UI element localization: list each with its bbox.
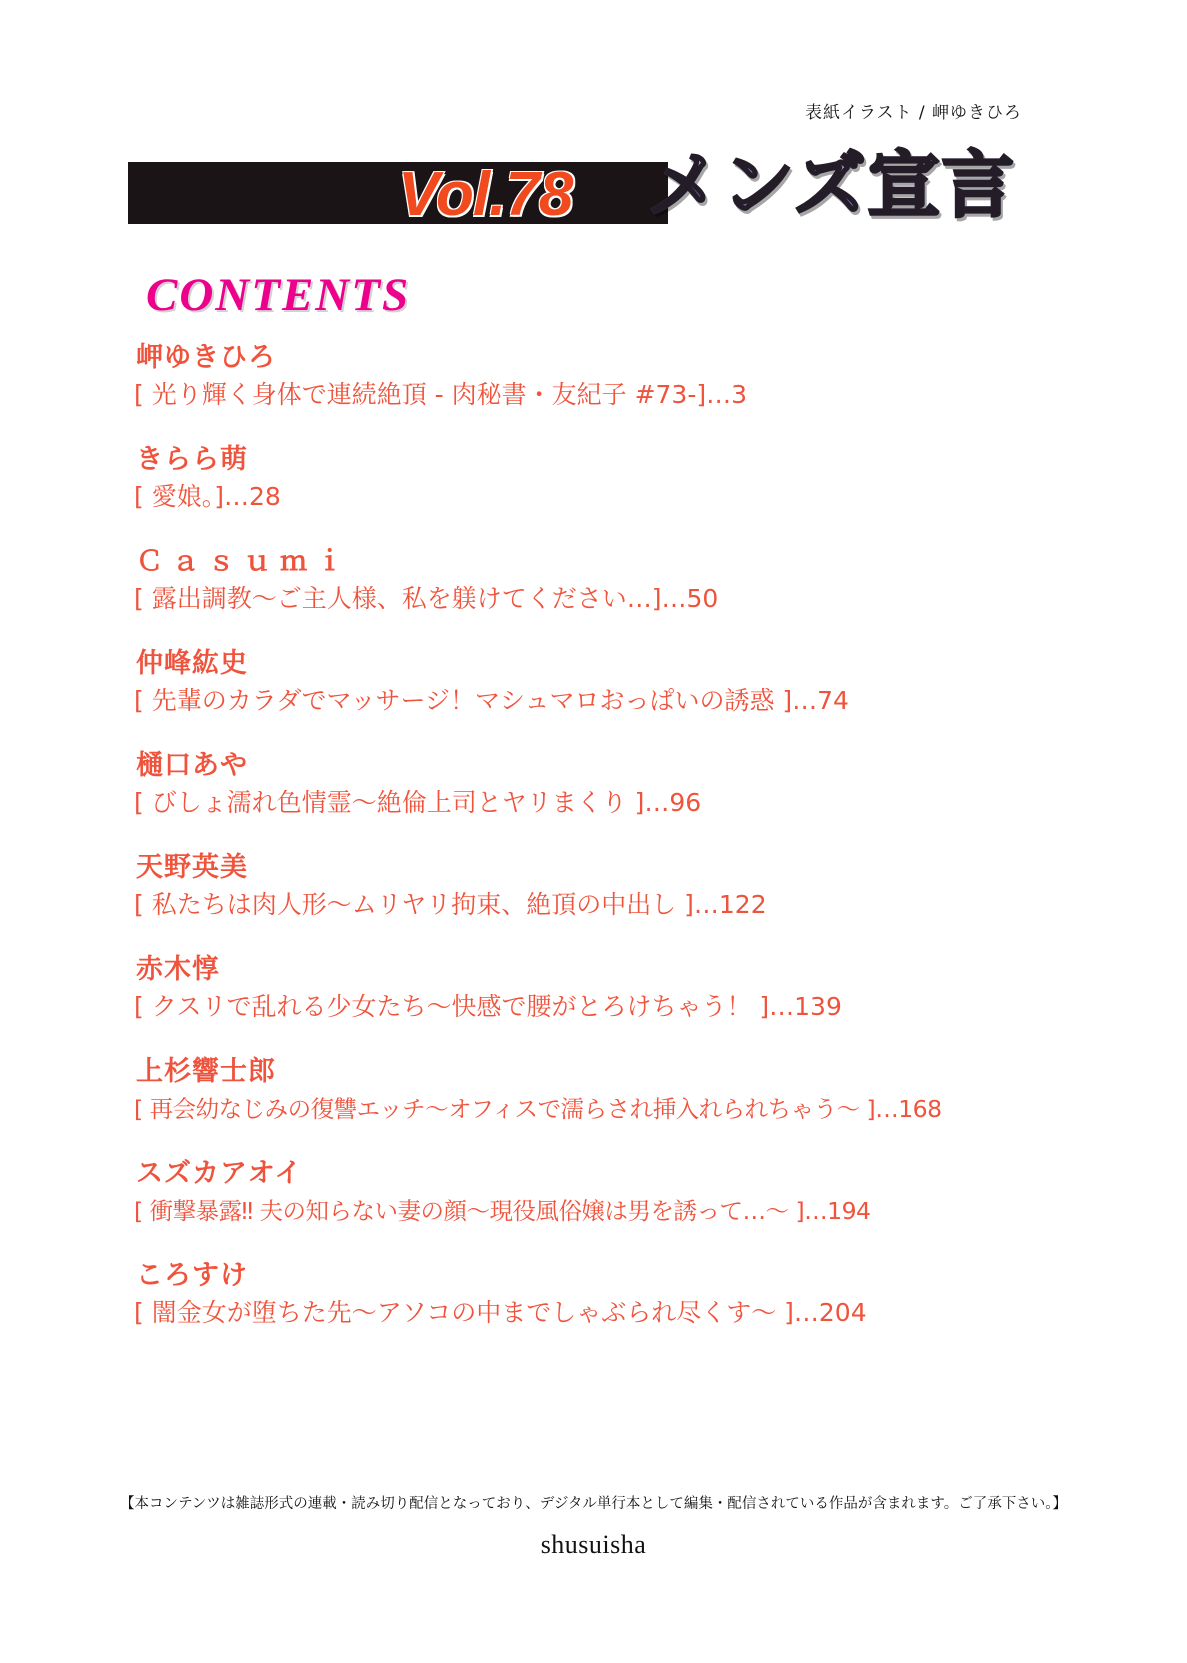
cover-illustration-credit: 表紙イラスト / 岬ゆきひろ: [804, 103, 1022, 123]
entry-author: 赤木惇: [136, 954, 220, 985]
list-item[interactable]: [0, 952, 1187, 1026]
table-of-contents: [0, 340, 1187, 1360]
entry-title: [ 私たちは肉人形〜ムリヤリ拘束、絶頂の中出し ]…122: [134, 890, 767, 919]
entry-author: きらら萌: [136, 444, 248, 475]
entry-title: [ 先輩のカラダでマッサージ！マシュマロおっぱいの誘惑 ]…74: [134, 686, 849, 715]
list-item[interactable]: [0, 1156, 1187, 1230]
list-item[interactable]: [0, 748, 1187, 822]
footer-disclaimer: 【本コンテンツは雑誌形式の連載・読み切り配信となっており、デジタル単行本として編集・配信されている作品が含まれます。ご了承下さい。】: [120, 1496, 1067, 1512]
entry-author: 岬ゆきひろ: [136, 342, 276, 373]
volume-number: Vol.78: [398, 160, 573, 229]
entry-title: [ 闇金女が堕ちた先〜アソコの中までしゃぶられ尽くす〜 ]…204: [134, 1298, 867, 1327]
page-title: CONTENTS: [146, 269, 411, 321]
list-item[interactable]: [0, 544, 1187, 618]
entry-author: 上杉響士郎: [136, 1056, 276, 1087]
entry-title: [ 再会幼なじみの復讐エッチ〜オフィスで濡らされ挿入れられちゃう〜 ]…168: [134, 1095, 942, 1123]
magazine-logo: メンズ宣言: [648, 143, 1016, 227]
list-item[interactable]: [0, 340, 1187, 414]
entry-author: スズカアオイ: [136, 1158, 303, 1189]
entry-title: [ 光り輝く身体で連続絶頂 - 肉秘書・友紀子 #73-]…3: [134, 380, 748, 409]
entry-author: ころすけ: [136, 1260, 248, 1291]
entry-author: 仲峰紘史: [136, 648, 248, 679]
list-item[interactable]: [0, 850, 1187, 924]
entry-title: [ 衝撃暴露‼ 夫の知らない妻の顔〜現役風俗嬢は男を誘って…〜 ]…194: [134, 1197, 871, 1225]
entry-title: [ クスリで乱れる少女たち〜快感で腰がとろけちゃう！ ]…139: [134, 992, 842, 1021]
list-item[interactable]: [0, 1054, 1187, 1128]
list-item[interactable]: [0, 646, 1187, 720]
entry-title: [ びしょ濡れ色情霊〜絶倫上司とヤリまくり ]…96: [134, 788, 702, 817]
list-item[interactable]: [0, 1258, 1187, 1332]
entry-title: [ 露出調教〜ご主人様、私を躾けてください…]…50: [134, 584, 719, 613]
entry-author: Ｃａｓｕｍｉ: [136, 546, 352, 577]
masthead: [0, 140, 1187, 250]
list-item[interactable]: [0, 442, 1187, 516]
publisher-name: shusuisha: [540, 1530, 647, 1559]
entry-author: 樋口あや: [136, 750, 248, 781]
entry-title: [ 愛娘。]…28: [134, 482, 281, 511]
entry-author: 天野英美: [136, 852, 248, 883]
